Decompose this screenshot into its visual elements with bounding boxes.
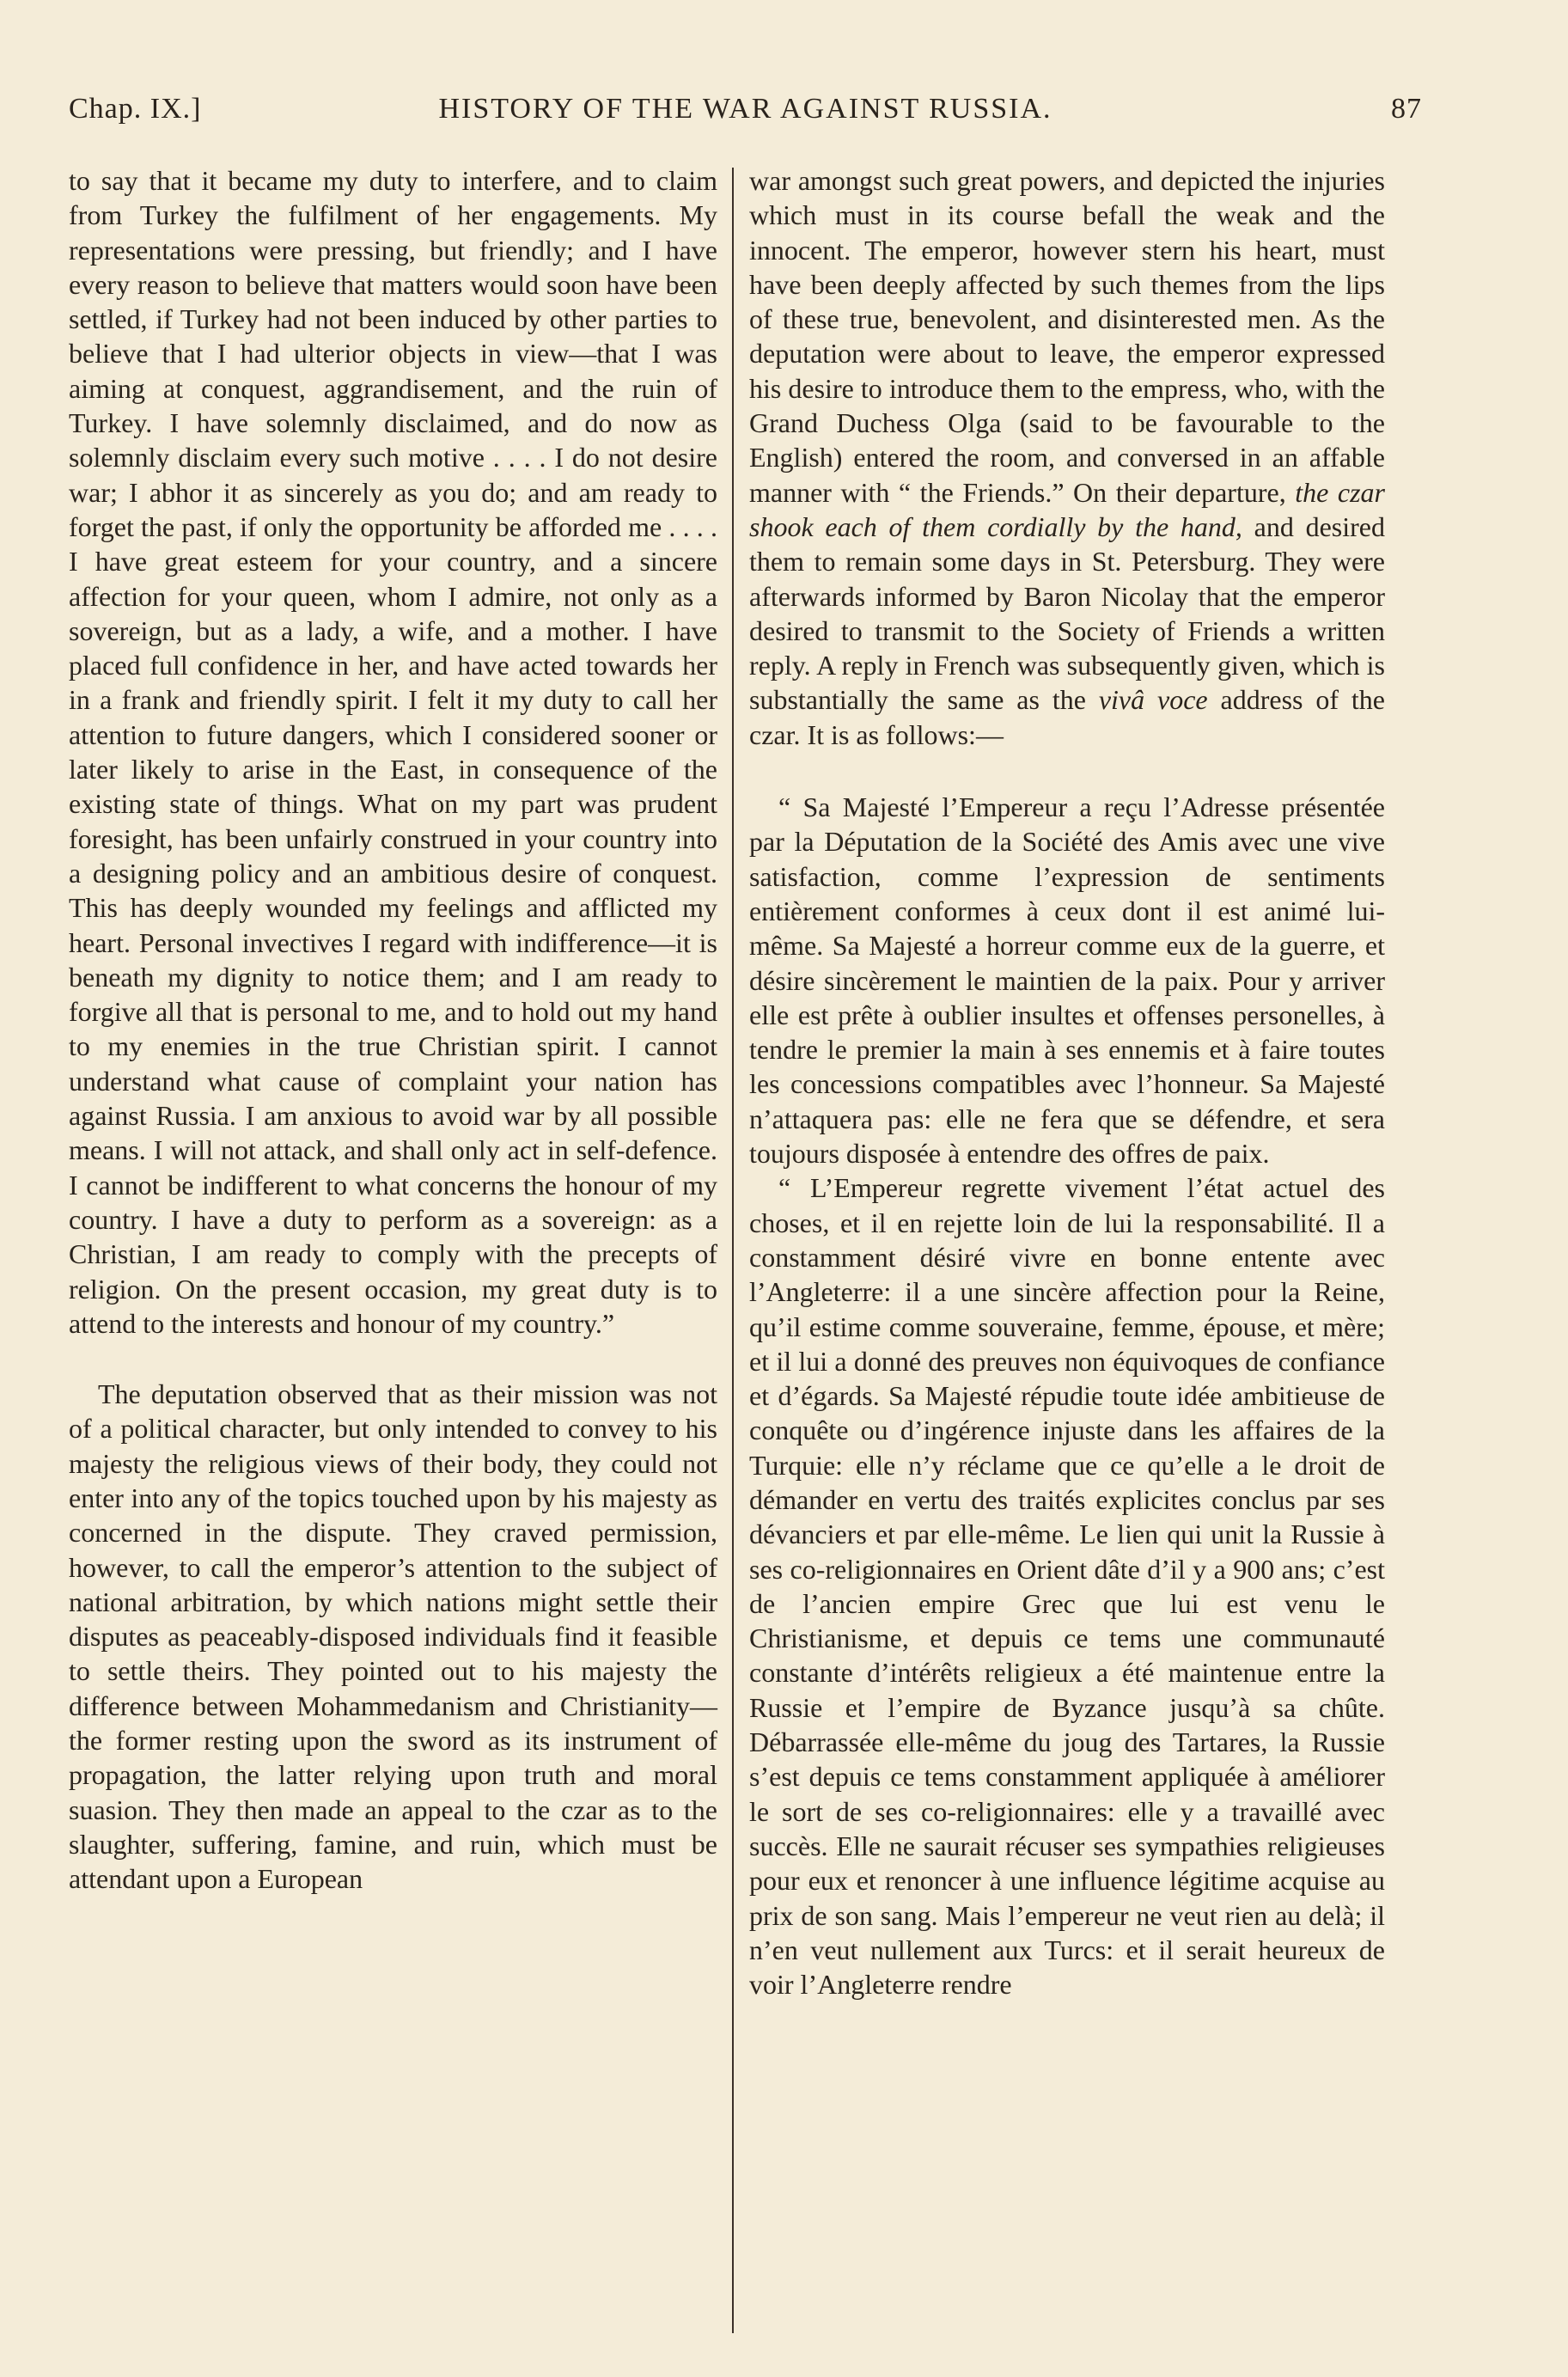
running-header	[69, 93, 1422, 144]
deputation-paragraph: The deputation observed that as their mission was not of a political character, but only intended to convey to his majesty the religious views of their body, they could not enter into any of the topics touched upon by his majesty as concerned in the dispute. They craved permission, however, to call the emperor’s attention to the subject of national arbitration, by which nations might settle their disputes as peaceably-disposed individuals find it feasible to settle theirs. They pointed out to his majesty the difference between Mohammedanism and Christianity—the former resting upon the sword as its instrument of propagation, the latter relying upon truth and moral suasion. They then made an appeal to the czar as to the slaughter, suffering, famine, and ruin, which must be attendant upon a European	[69, 1378, 717, 1895]
french-reply-paragraph-2: “ L’Empereur regrette vivement l’état actuel des choses, et il en rejette loin de lui la responsabilité. Il a constamment désiré vivre en bonne entente avec l’Angleterre: il a une sincère affection pour la Reine, qu’il estime comme souveraine, femme, épouse, et mère; et il lui a donné des preuves non équivoques de confiance et d’égards. Sa Majesté répudie toute idée ambitieuse de conquête ou d’ingérence injuste dans les affaires de la Turquie: elle n’y réclame que ce qu’elle a le droit de démander en vertu des traités explicites conclus par ses dévanciers et par elle-même. Le lien qui unit la Russie à ses co-religionnaires en Orient dâte d’il y a 900 ans; c’est de l’ancien empire Grec que lui est venu le Christianisme, et depuis ce tems une communauté constante d’intérêts religieux a été maintenue entre la Russie et l’empire de Byzance jusqu’à sa chûte. Débarrassée elle-même du joug des Tartares, la Russie s’est depuis ce tems constamment appliquée à améliorer le sort de ses co-religionnaires: elle y a travaillé avec succès. Elle ne saurait récuser ses sympathies religieuses pour eux et renoncer à une influence légitime acquise au prix de son sang. Mais l’empereur ne veut rien au delà; il n’en veut nullement aux Turcs: et il serait heureux de voir l’Angleterre rendre	[749, 1172, 1385, 2001]
narrative-text-c: address of the czar. It is as follows:—	[749, 684, 1385, 750]
narrative-italic-handshake: the czar shook each of them cordially by the hand,	[749, 476, 1386, 542]
chapter-label: Chap. IX.]	[69, 93, 202, 125]
narrative-text-a: war amongst such great powers, and depicted the injuries which must in its course befall the weak and the innocent. The emperor, however stern his heart, must have been deeply affected by such themes from the lips of these true, benevolent, and disinterested men. As the deputation were about to leave, the emperor expressed his desire to introduce them to the empress, who, with the Grand Duchess Olga (said to be favourable to the English) entered the room, and conversed in an affable manner with “ the Friends.” On their departure,	[749, 165, 1385, 508]
narrative-text-b: and desired them to remain some days in St. Petersburg. They were afterwards informed by Baron Nicolay that the emperor desired to transmit to the Society of Friends a written reply. A reply in French was subsequently given, which is substantially the same as the	[749, 510, 1386, 716]
column-divider	[732, 168, 734, 2333]
french-reply-paragraph-1: “ Sa Majesté l’Empereur a reçu l’Adresse présentée par la Députation de la Société des Amis avec une vive satisfaction, comme l’expression de sentiments entièrement conformes à ceux dont il est animé lui-même. Sa Majesté a horreur comme eux de la guerre, et désire sincèrement le maintien de la paix. Pour y arriver elle est prête à oublier insultes et offenses personelles, à tendre le premier la main à ses ennemis et à faire toutes les concessions compatibles avec l’honneur. Sa Majesté n’attaquera pas: elle ne fera que se défendre, et sera toujours disposée à entendre des offres de paix.	[749, 791, 1385, 1170]
narrative-italic-viva-voce: vivâ voce	[1098, 684, 1208, 716]
czar-speech-paragraph: to say that it became my duty to interfere, and to claim from Turkey the fulfilment of her engagements. My representations were pressing, but friendly; and I have every reason to believe that matters would soon have been settled, if Turkey had not been induced by other parties to believe that I had ulterior objects in view—that I was aiming at conquest, aggrandisement, and the ruin of Turkey. I have solemnly disclaimed, and do now as solemnly disclaim every such motive . . . . I do not desire war; I abhor it as sincerely as you do; and am ready to forget the past, if only the opportunity be afforded me . . . . I have great esteem for your country, and a sincere affection for your queen, whom I admire, not only as a sovereign, but as a lady, a wife, and a mother. I have placed full confidence in her, and have acted towards her in a frank and friendly spirit. I felt it my duty to call her attention to future dangers, which I considered sooner or later likely to arise in the East, in consequence of the existing state of things. What on my part was prudent foresight, has been unfairly construed in your country into a designing policy and an ambitious desire of conquest. This has deeply wounded my feelings and afflicted my heart. Personal invectives I regard with indifference—it is beneath my dignity to notice them; and I am ready to forgive all that is personal to me, and to hold out my hand to my enemies in the true Christian spirit. I cannot understand what cause of complaint your nation has against Russia. I am anxious to avoid war by all possible means. I will not attack, and shall only act in self-defence. I cannot be indifferent to what concerns the honour of my country. I have a duty to perform as a sovereign: as a Christian, I am ready to comply with the precepts of religion. On the present occasion, my great duty is to attend to the interests and honour of my country.”	[69, 165, 717, 1339]
narrative-paragraph	[749, 163, 1385, 752]
left-column	[69, 163, 717, 1897]
right-column	[749, 163, 1385, 2001]
page-number: 87	[1391, 93, 1422, 125]
running-title: HISTORY OF THE WAR AGAINST RUSSIA.	[438, 93, 1052, 125]
